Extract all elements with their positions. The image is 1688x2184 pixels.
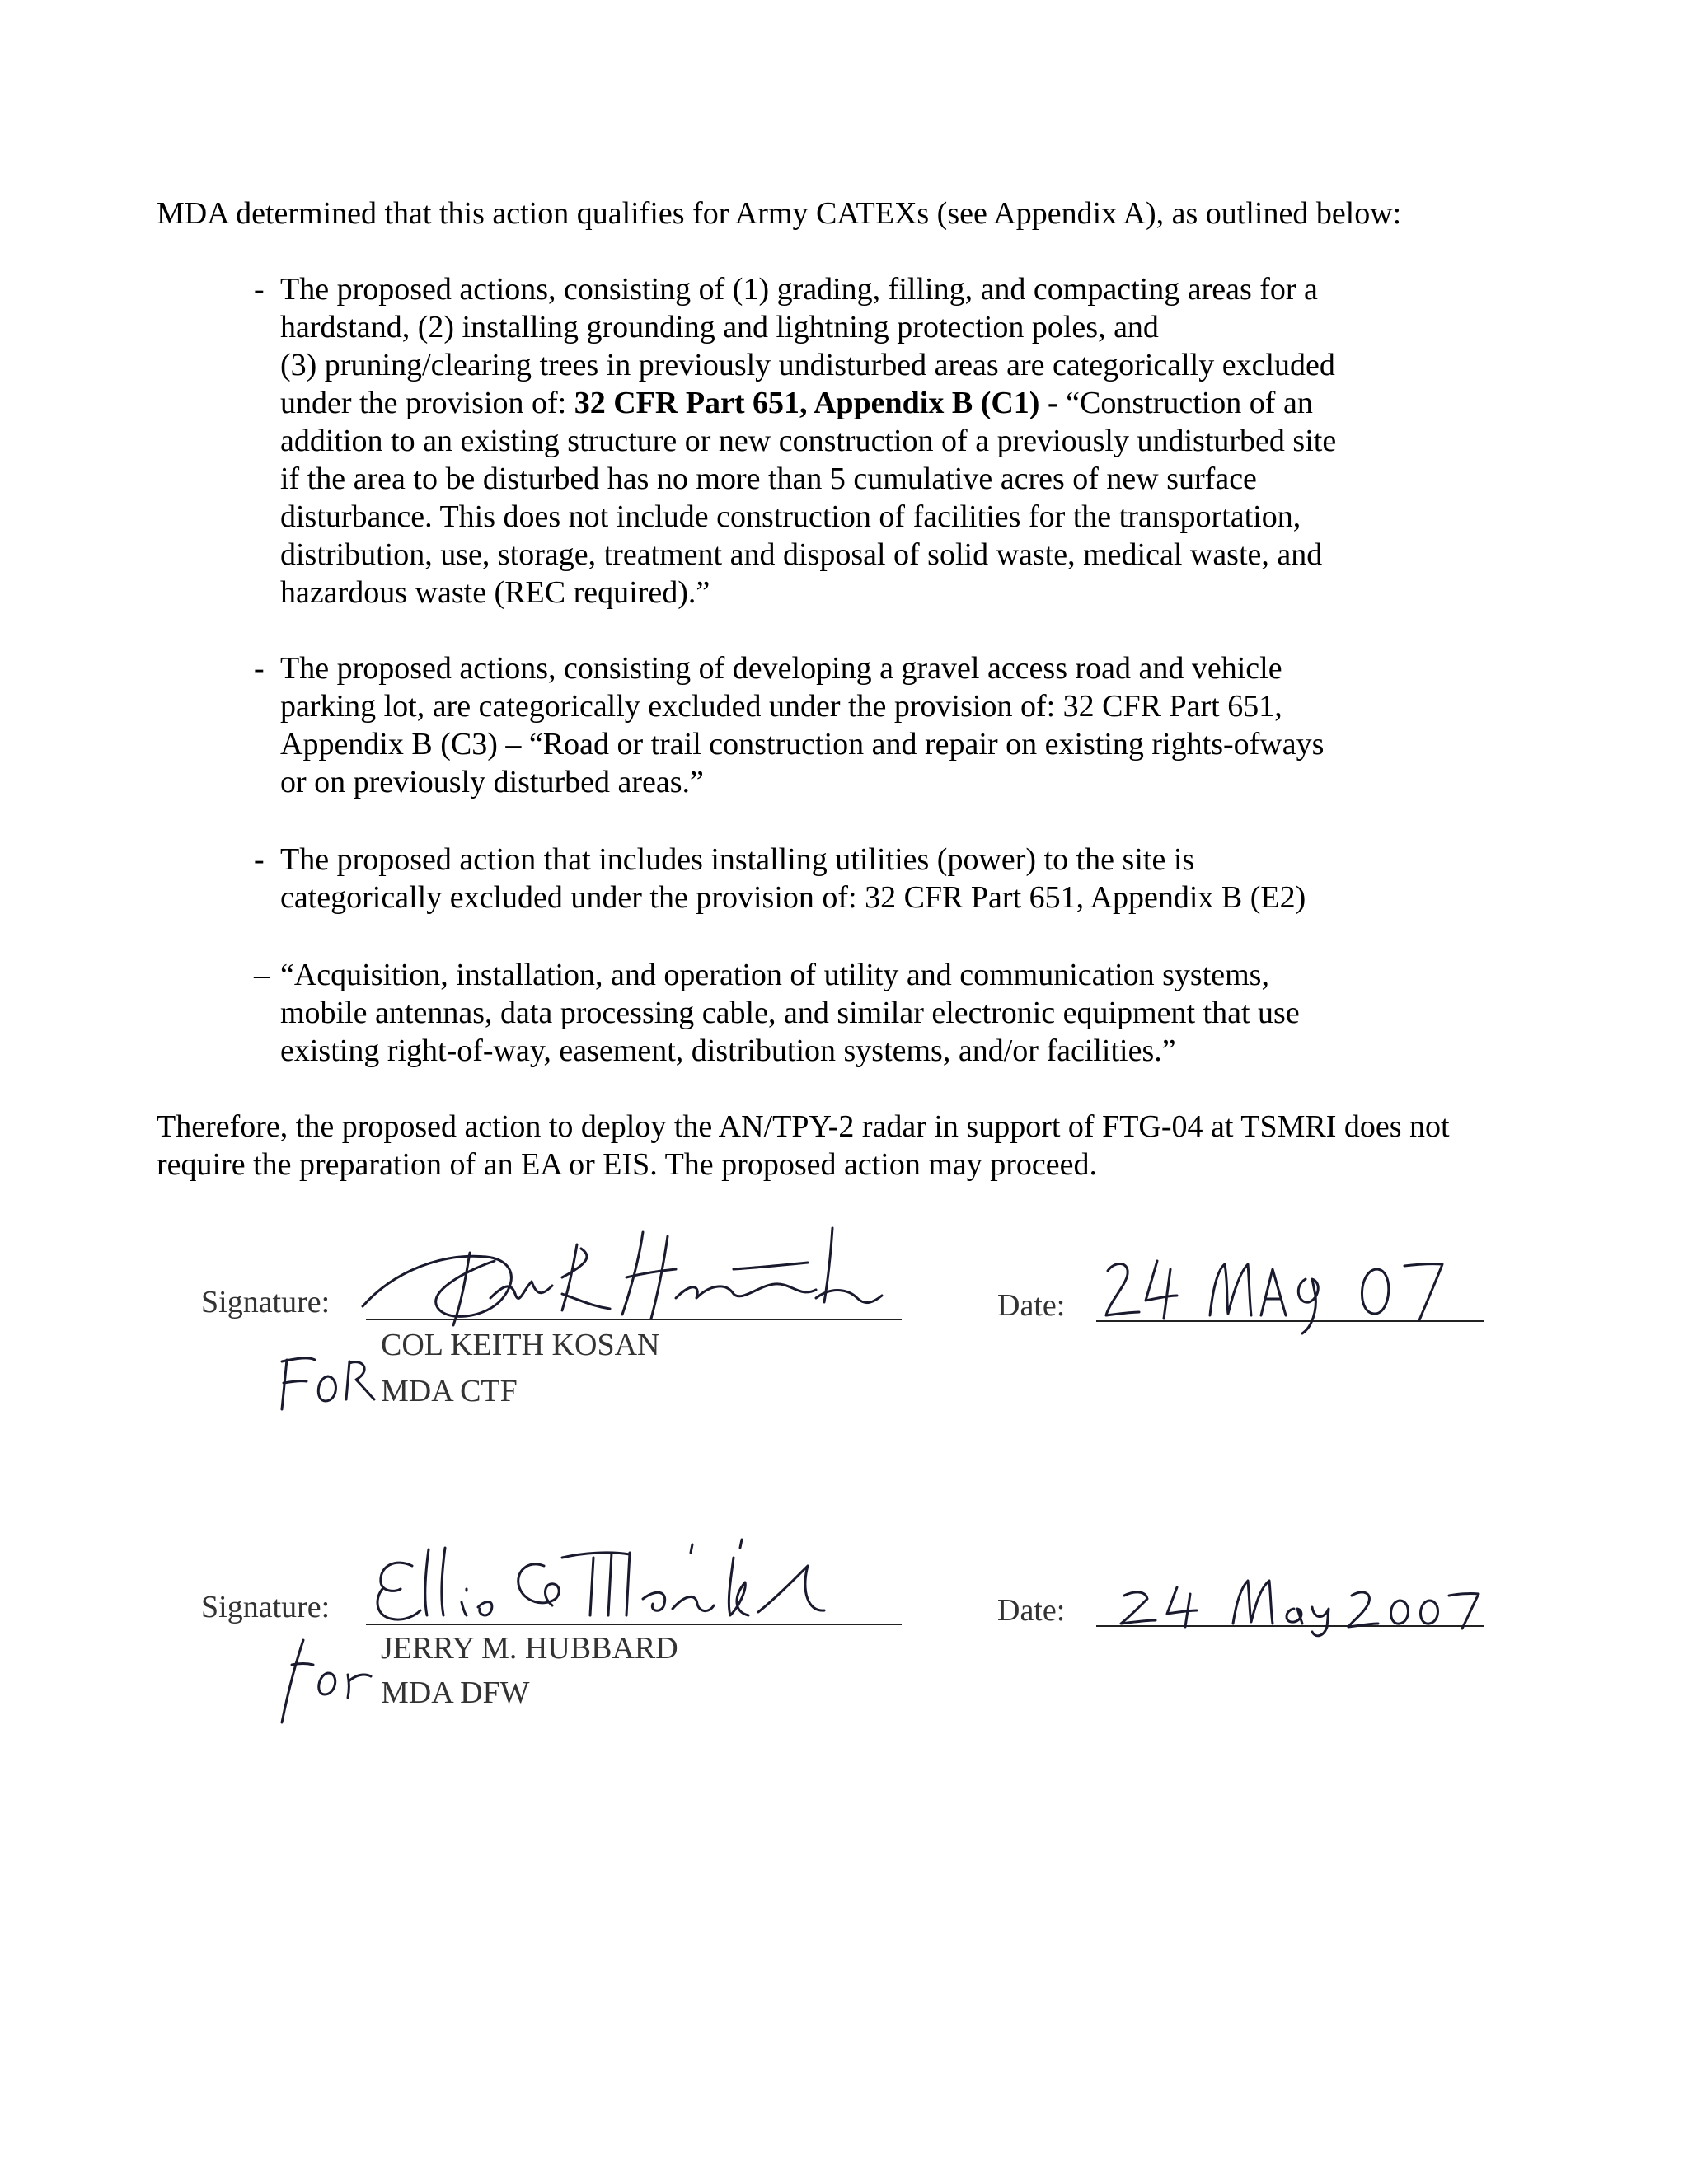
date-label: Date: bbox=[997, 1288, 1066, 1323]
catex-bullet-e2 bbox=[254, 841, 1490, 916]
bullet-line: distribution, use, storage, treatment and disposal of solid waste, medical waste, and bbox=[280, 537, 1323, 572]
date-label: Date: bbox=[997, 1593, 1066, 1628]
conclusion-line: Therefore, the proposed action to deploy the AN/TPY-2 radar in support of FTG-04 at TSMRI does not bbox=[157, 1109, 1450, 1144]
handwritten-date-image bbox=[1096, 1541, 1484, 1640]
handwritten-date-image bbox=[1096, 1236, 1484, 1335]
signer-name: JERRY M. HUBBARD bbox=[381, 1631, 678, 1666]
bullet-line: parking lot, are categorically excluded under the provision of: 32 CFR Part 651, bbox=[280, 689, 1282, 724]
signature-block-ctf bbox=[0, 1220, 1688, 1434]
bullet-line: (3) pruning/clearing trees in previously undisturbed areas are categorically excluded bbox=[280, 348, 1335, 382]
conclusion-paragraph bbox=[157, 1108, 1574, 1183]
handwritten-for-mark bbox=[264, 1343, 379, 1442]
bullet-dash: - bbox=[254, 272, 265, 307]
intro-paragraph: MDA determined that this action qualifies for Army CATEXs (see Appendix A), as outlined below: bbox=[157, 196, 1402, 231]
signature-label: Signature: bbox=[201, 1285, 331, 1319]
signer-name: COL KEITH KOSAN bbox=[381, 1328, 660, 1362]
bullet-line bbox=[254, 270, 1490, 308]
bullet-text: “Acquisition, installation, and operation of utility and communication systems, bbox=[280, 958, 1269, 992]
bullet-line: disturbance. This does not include construction of facilities for the transportation, bbox=[280, 499, 1301, 534]
bullet-text: “Construction of an bbox=[1057, 386, 1313, 420]
bullet-line bbox=[254, 649, 1490, 687]
signature-block-dfw bbox=[0, 1533, 1688, 1747]
bullet-line: existing right-of-way, easement, distribution systems, and/or facilities.” bbox=[280, 1033, 1176, 1068]
catex-bullet-c1 bbox=[254, 270, 1490, 612]
handwritten-for-mark bbox=[264, 1632, 379, 1731]
bullet-text: The proposed action that includes installing utilities (power) to the site is bbox=[280, 842, 1195, 877]
bullet-text: The proposed actions, consisting of (1) grading, filling, and compacting areas for a bbox=[280, 272, 1318, 307]
signature-label: Signature: bbox=[201, 1590, 331, 1624]
handwritten-signature-image bbox=[346, 1220, 940, 1335]
bullet-line: addition to an existing structure or new construction of a previously undisturbed site bbox=[280, 424, 1337, 458]
bullet-line bbox=[254, 384, 1490, 422]
bullet-text: under the provision of: bbox=[280, 386, 574, 420]
bullet-line: Appendix B (C3) – “Road or trail construction and repair on existing rights-ofways bbox=[280, 727, 1325, 762]
catex-bullet-quote bbox=[254, 956, 1490, 1070]
bullet-line: hardstand, (2) installing grounding and lightning protection poles, and bbox=[280, 310, 1159, 344]
bullet-line: hazardous waste (REC required).” bbox=[280, 575, 710, 610]
bullet-dash: - bbox=[254, 842, 265, 877]
conclusion-line: require the preparation of an EA or EIS. The proposed action may proceed. bbox=[157, 1147, 1098, 1182]
bullet-text: The proposed actions, consisting of developing a gravel access road and vehicle bbox=[280, 651, 1282, 686]
signer-organization: MDA CTF bbox=[381, 1374, 518, 1408]
bullet-line: categorically excluded under the provision of: 32 CFR Part 651, Appendix B (E2) bbox=[280, 880, 1306, 915]
bullet-line: or on previously disturbed areas.” bbox=[280, 765, 704, 799]
signer-organization: MDA DFW bbox=[381, 1675, 530, 1710]
regulation-citation: 32 CFR Part 651, Appendix B (C1) - bbox=[574, 386, 1058, 420]
bullet-line: if the area to be disturbed has no more than 5 cumulative acres of new surface bbox=[280, 462, 1257, 496]
bullet-dash: - bbox=[254, 651, 265, 686]
bullet-line bbox=[254, 956, 1490, 994]
bullet-line: mobile antennas, data processing cable, and similar electronic equipment that use bbox=[280, 996, 1300, 1030]
bullet-dash: – bbox=[254, 958, 270, 992]
catex-bullet-c3 bbox=[254, 649, 1490, 801]
bullet-line bbox=[254, 841, 1490, 879]
